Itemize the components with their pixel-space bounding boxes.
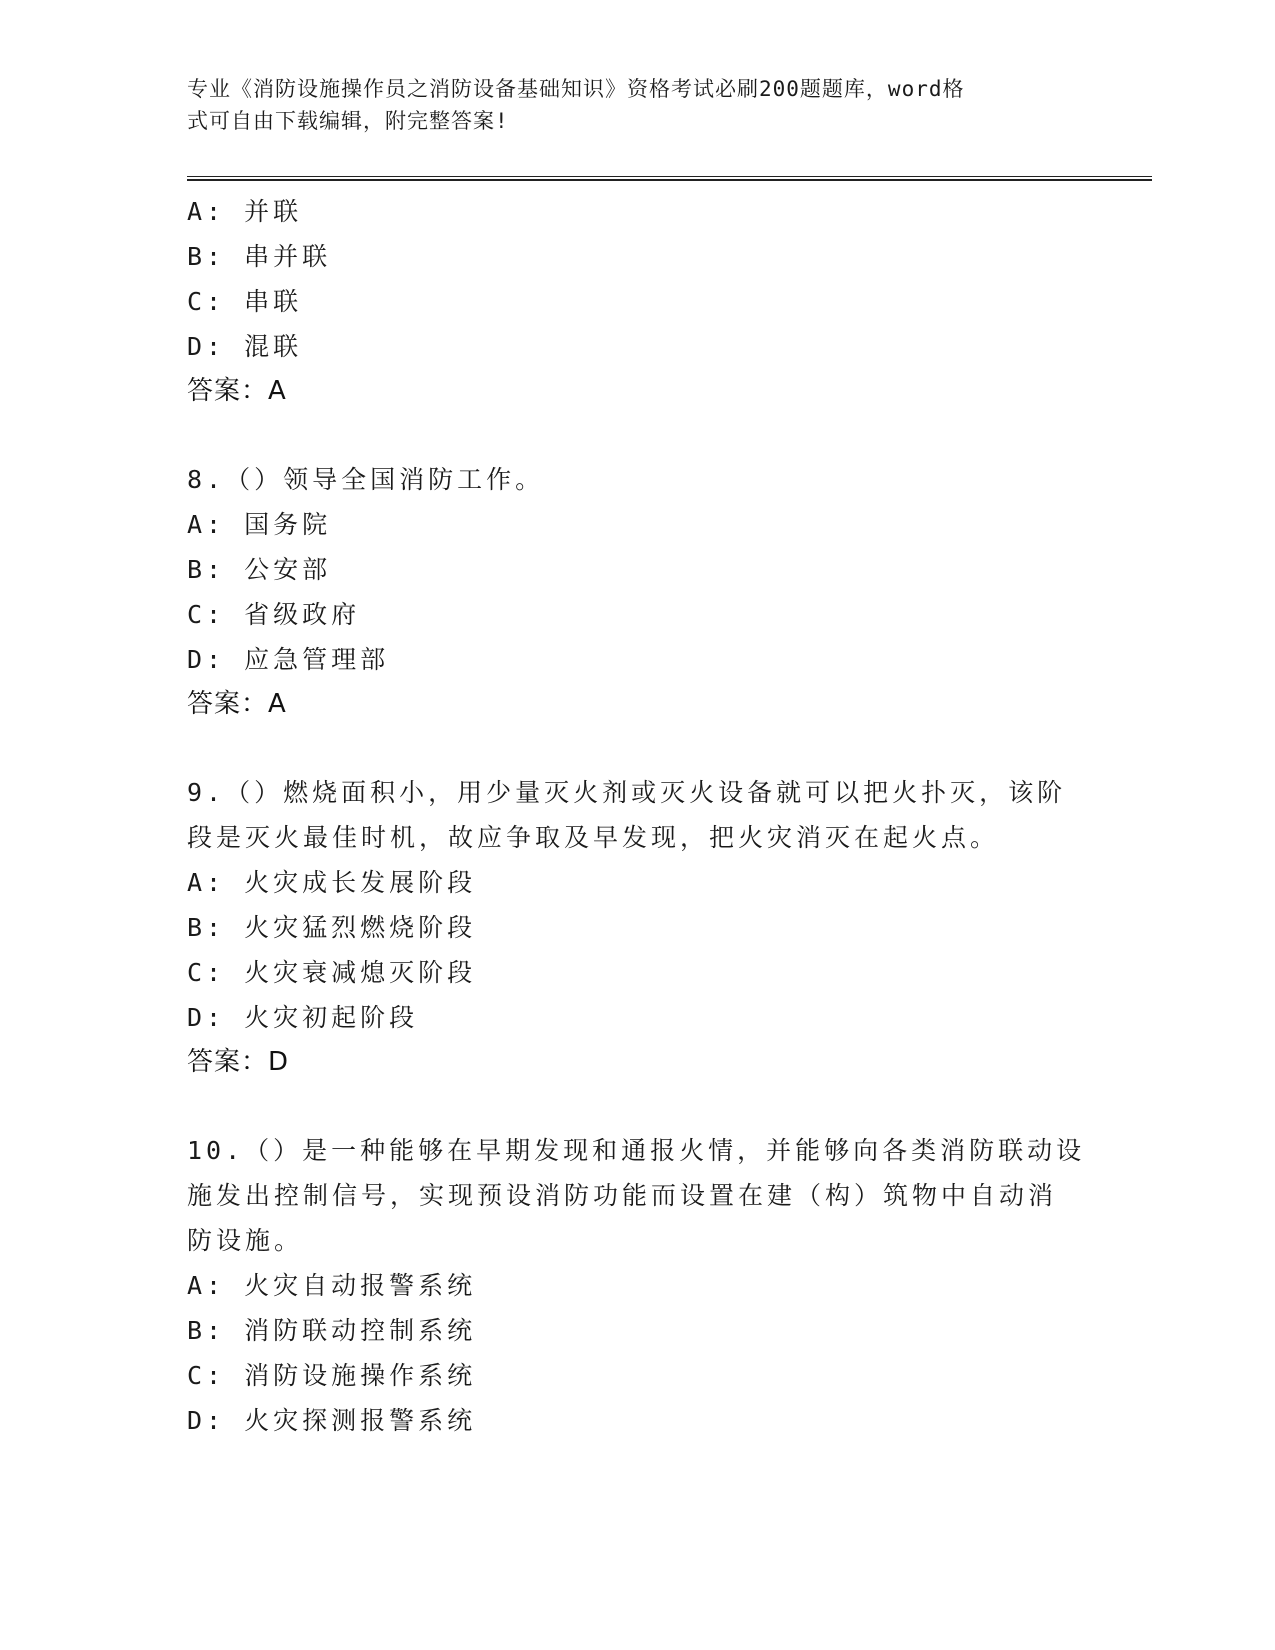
question-text: 8.（）领导全国消防工作。: [187, 465, 545, 494]
option-c: C: 省级政府: [187, 600, 361, 629]
question-list: [187, 189, 1087, 1443]
question-text-line-3: 防设施。: [187, 1226, 304, 1255]
header-line-2: 式可自由下载编辑，附完整答案!: [187, 109, 509, 133]
answer-line: 答案：D: [187, 1047, 290, 1077]
question-9: [187, 770, 1087, 1085]
document-header: [187, 73, 1087, 137]
option-b: B: 串并联: [187, 242, 332, 271]
option-c: C: 消防设施操作系统: [187, 1361, 477, 1390]
question-spacer: [187, 1085, 1087, 1128]
option-a: A: 火灾成长发展阶段: [187, 868, 477, 897]
option-b: B: 消防联动控制系统: [187, 1316, 477, 1345]
question-7-partial: [187, 189, 1087, 414]
question-text-line-1: 9.（）燃烧面积小，用少量灭火剂或灭火设备就可以把火扑灭，该阶: [187, 778, 1067, 807]
question-10: [187, 1128, 1087, 1443]
option-a: A: 并联: [187, 197, 303, 226]
option-b: B: 公安部: [187, 555, 332, 584]
question-spacer: [187, 414, 1087, 457]
header-divider-thin: [187, 176, 1152, 177]
question-spacer: [187, 727, 1087, 770]
option-c: C: 火灾衰减熄灭阶段: [187, 958, 477, 987]
option-d: D: 火灾初起阶段: [187, 1003, 419, 1032]
option-d: D: 混联: [187, 332, 303, 361]
question-8: [187, 457, 1087, 727]
question-text-line-2: 施发出控制信号，实现预设消防功能而设置在建（构）筑物中自动消: [187, 1181, 1058, 1210]
header-line-1: 专业《消防设施操作员之消防设备基础知识》资格考试必刷200题题库，word格: [187, 77, 965, 101]
option-a: A: 火灾自动报警系统: [187, 1271, 477, 1300]
option-b: B: 火灾猛烈燃烧阶段: [187, 913, 477, 942]
question-text-line-2: 段是灭火最佳时机，故应争取及早发现，把火灾消灭在起火点。: [187, 823, 1000, 852]
answer-line: 答案：A: [187, 689, 287, 719]
option-c: C: 串联: [187, 287, 303, 316]
answer-line: 答案：A: [187, 376, 287, 406]
header-divider-thick: [187, 179, 1152, 181]
option-d: D: 火灾探测报警系统: [187, 1406, 477, 1435]
question-text-line-1: 10.（）是一种能够在早期发现和通报火情，并能够向各类消防联动设: [187, 1136, 1086, 1165]
option-d: D: 应急管理部: [187, 645, 390, 674]
option-a: A: 国务院: [187, 510, 332, 539]
